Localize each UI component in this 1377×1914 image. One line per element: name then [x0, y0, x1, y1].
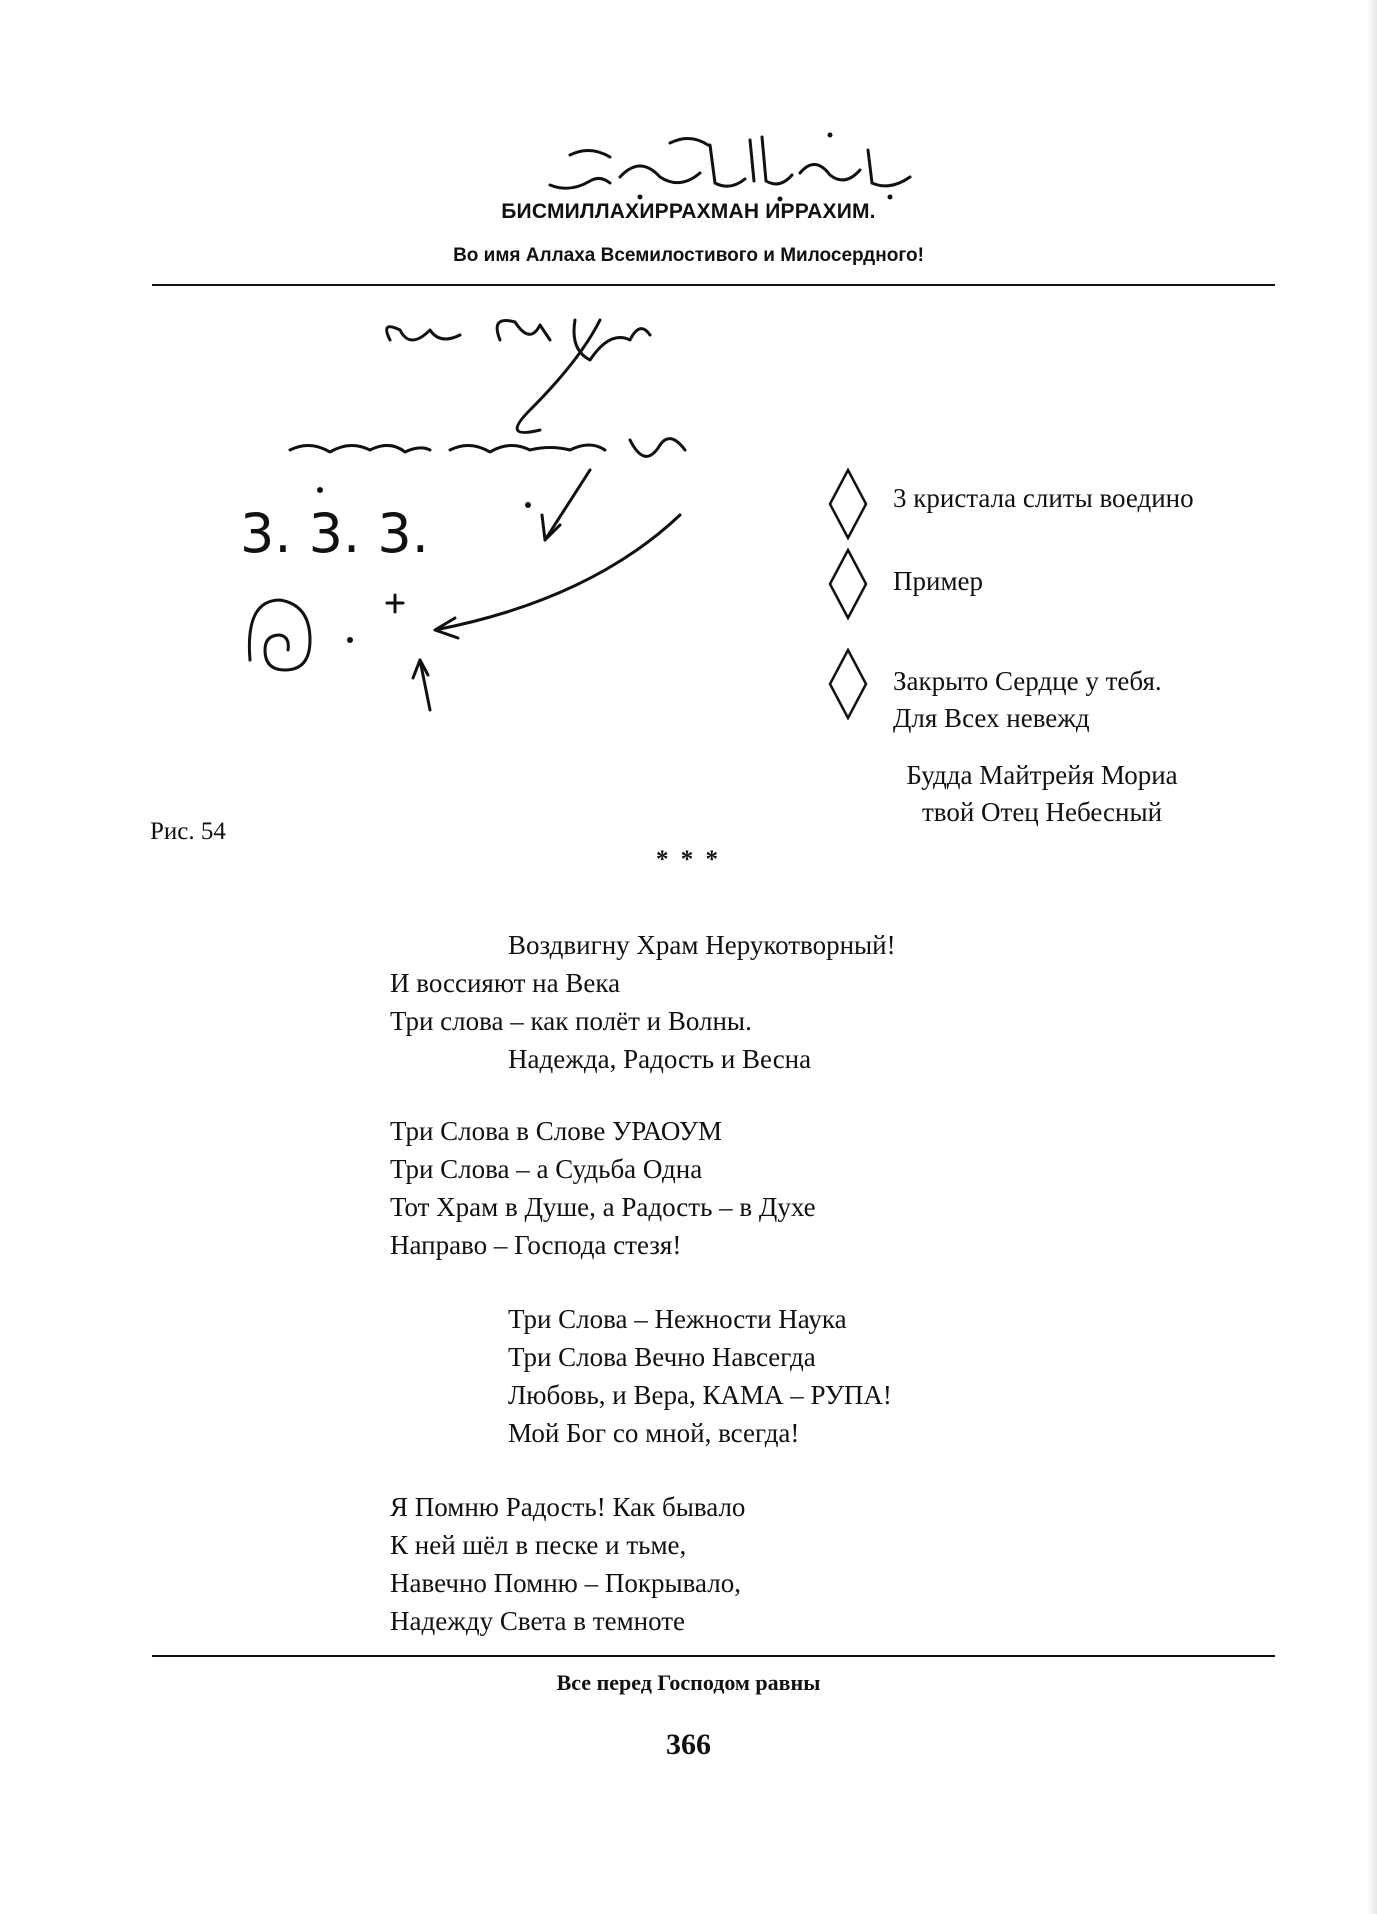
section-separator: * * * — [656, 846, 721, 873]
scribble-line-2 — [290, 445, 430, 452]
arabic-calligraphy — [530, 115, 930, 205]
handwritten-numbers: 3. 3. 3. — [240, 502, 429, 565]
poem-line: Тот Храм в Душе, а Радость – в Духе — [390, 1192, 816, 1222]
poem-stanza-2 — [390, 1112, 816, 1264]
figure-caption: Рис. 54 — [150, 818, 226, 845]
page-edge-shadow — [1367, 0, 1377, 1914]
handwritten-figure — [230, 300, 710, 730]
poem-line: Мой Бог со мной, всегда! — [508, 1418, 800, 1448]
header-subtitle: Во имя Аллаха Всемилостивого и Милосердного! — [453, 245, 924, 266]
poem-stanza-1 — [390, 964, 752, 1040]
poem-stanza-3 — [508, 1300, 892, 1452]
poem-line: Я Помню Радость! Как бывало — [390, 1492, 746, 1522]
footer-rule — [152, 1655, 1275, 1657]
footer-title: Все перед Господом равны — [556, 1670, 821, 1695]
poem-line: Три слова – как полёт и Волны. — [390, 1006, 752, 1036]
poem-stanza-4 — [390, 1488, 745, 1640]
poem-line: Навечно Помню – Покрывало, — [390, 1568, 741, 1598]
poem-line: Направо – Господа стезя! — [390, 1230, 682, 1260]
note-ignorant: Для Всех невежд — [893, 703, 1090, 733]
header-title: БИСМИЛЛАХИРРАХМАН ИРРАХИМ. — [501, 200, 876, 223]
header-rule — [152, 284, 1275, 286]
diamond-icon-3 — [828, 648, 868, 720]
poem-line: Любовь, и Вера, КАМА – РУПА! — [508, 1380, 892, 1410]
note-crystals: 3 кристала слиты воедино — [893, 483, 1194, 513]
poem-line: Три Слова – а Судьба Одна — [390, 1154, 703, 1184]
poem-line: Надежду Света в темноте — [390, 1606, 686, 1636]
note-example: Пример — [893, 566, 984, 596]
diamond-icon-1 — [828, 468, 868, 540]
poem-line: Три Слова Вечно Навсегда — [508, 1342, 816, 1372]
signature-line-1: Будда Майтрейя Мориа — [906, 760, 1178, 790]
poem-line: К ней шёл в песке и тьме, — [390, 1530, 687, 1560]
scribble-line-1 — [387, 327, 460, 340]
note-closed-heart: Закрыто Сердце у тебя. — [893, 666, 1162, 696]
arrow-1 — [545, 470, 590, 540]
poem-line: И воссияют на Века — [390, 968, 621, 998]
poem-line: Три Слова в Слове УРАОУМ — [390, 1116, 723, 1146]
page-number: 366 — [666, 1728, 711, 1761]
signature-line-2: твой Отец Небесный — [921, 797, 1163, 827]
poem-line: Три Слова – Нежности Наука — [508, 1304, 847, 1334]
poem-line: Воздвигну Храм Нерукотворный! — [508, 930, 896, 960]
poem-line: Надежда, Радость и Весна — [508, 1044, 812, 1074]
arrow-2 — [435, 515, 680, 630]
spiral — [249, 600, 310, 670]
diamond-icon-2 — [828, 548, 868, 620]
